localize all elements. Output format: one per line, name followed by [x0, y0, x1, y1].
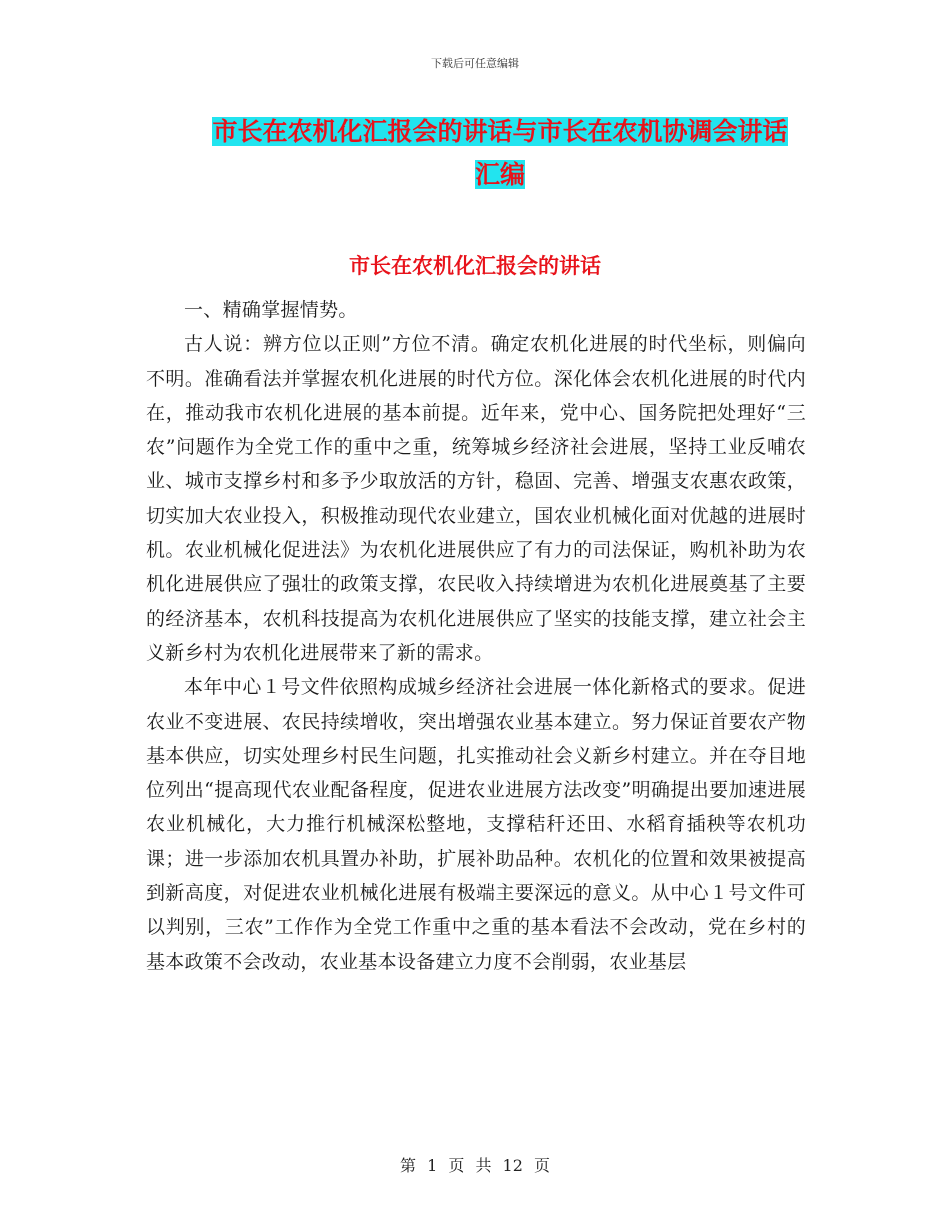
- document-title-line2: 汇编: [474, 160, 525, 189]
- paragraph: 古人说：辨方位以正则”方位不清。确定农机化进展的时代坐标，则偏向不明。准确看法并掌握农机化进展的时代方位。深化体会农机化进展的时代内在，推动我市农机化进展的基本前提。近年来，党中心、国务院把处理好“三农”问题作为全党工作的重中之重，统筹城乡经济社会进展，坚持工业反哺农业、城市支撑乡村和多予少取放活的方针，稳固、完善、增强支农惠农政策，切实加大农业投入，积极推动现代农业建立，国农业机械化面对优越的进展时机。农业机械化促进法》为农机化进展供应了有力的司法保证，购机补助为农机化进展供应了强壮的政策支撑，农民收入持续增进为农机化进展奠基了主要的经济基本，农机科技提高为农机化进展供应了坚实的技能支撑，建立社会主义新乡村为农机化进展带来了新的需求。: [146, 333, 806, 664]
- section-title: 市长在农机化汇报会的讲话: [349, 254, 601, 278]
- page-footer: 第 1 页 共 12 页: [400, 1156, 550, 1175]
- header-note: 下载后可任意编辑: [431, 57, 519, 70]
- document-title-line1: 市长在农机化汇报会的讲话与市长在农机协调会讲话: [212, 117, 788, 146]
- paragraph: 一、精确掌握情势。: [184, 299, 358, 321]
- body-text: [146, 293, 806, 979]
- document-title: [190, 110, 810, 196]
- paragraph: 本年中心１号文件依照构成城乡经济社会进展一体化新格式的要求。促进农业不变进展、农民持续增收，突出增强农业基本建立。努力保证首要农产物基本供应，切实处理乡村民生问题，扎实推动社会义新乡村建立。并在夺目地位列出“提高现代农业配备程度，促进农业进展方法改变”明确提出要加速进展农业机械化，大力推行机械深松整地，支撑秸秆还田、水稻育插秧等农机功课；进一步添加农机具置办补助，扩展补助品种。农机化的位置和效果被提高到新高度，对促进农业机械化进展有极端主要深远的意义。从中心１号文件可以判别，三农”工作作为全党工作重中之重的基本看法不会改动，党在乡村的基本政策不会改动，农业基本设备建立力度不会削弱，农业基层: [146, 676, 806, 973]
